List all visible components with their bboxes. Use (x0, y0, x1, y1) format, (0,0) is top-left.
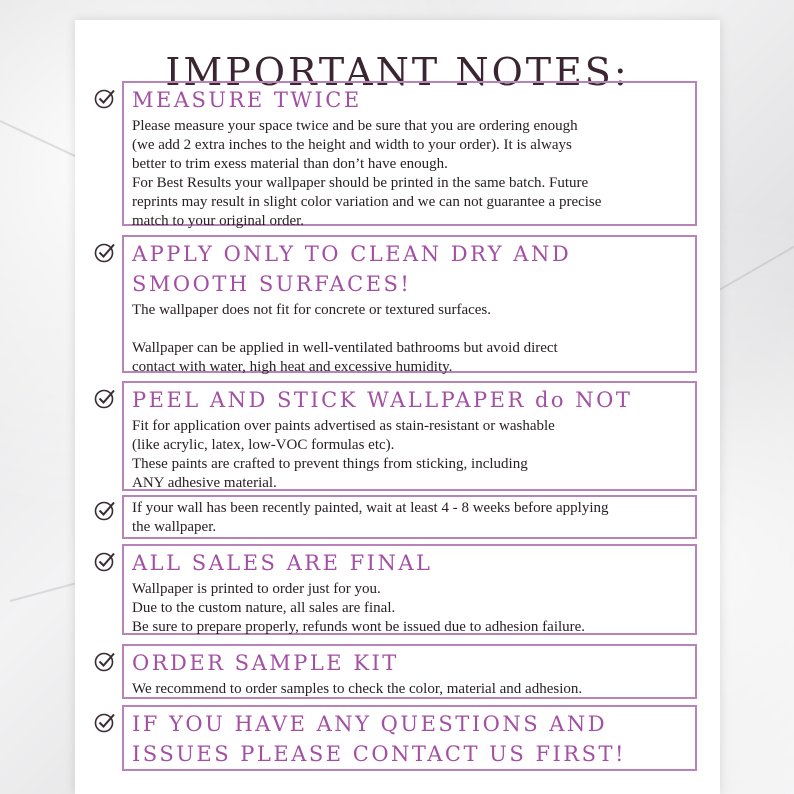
note-sample-kit (122, 644, 697, 699)
note-peel-and-stick (122, 381, 697, 491)
note-title: ISSUES PLEASE CONTACT US FIRST! (132, 742, 626, 766)
note-title: ORDER SAMPLE KIT (132, 651, 399, 675)
note-body (132, 680, 687, 699)
note-line: For Best Results your wallpaper should be printed in the same batch. Future (132, 175, 589, 191)
note-contact-us (122, 705, 697, 771)
note-line: (we add 2 extra inches to the height and width to your order). It is always (132, 137, 572, 153)
checkmark-circle-icon (94, 550, 116, 572)
note-line: Be sure to prepare properly, refunds wont be issued due to adhesion failure. (132, 619, 586, 635)
checkmark-circle-icon (94, 499, 116, 521)
spacer (132, 320, 687, 339)
note-line: The wallpaper does not fit for concrete or textured surfaces. (132, 302, 492, 318)
note-body (132, 499, 687, 537)
note-body (132, 117, 687, 231)
note-line: Please measure your space twice and be sure that you are ordering enough (132, 118, 578, 134)
note-recent-paint (122, 495, 697, 539)
note-line: We recommend to order samples to check the color, material and adhesion. (132, 681, 583, 697)
note-line: Due to the custom nature, all sales are final. (132, 600, 396, 616)
note-line: If your wall has been recently painted, wait at least 4 - 8 weeks before applying (132, 500, 609, 516)
note-title: IF YOU HAVE ANY QUESTIONS AND (132, 712, 608, 736)
note-line: Fit for application over paints advertised as stain-resistant or washable (132, 418, 555, 434)
page-title: IMPORTANT NOTES: (165, 50, 630, 94)
note-line: ANY adhesive material. (132, 475, 277, 491)
note-line: better to trim exess material than don’t have enough. (132, 156, 448, 172)
note-title: MEASURE TWICE (132, 88, 362, 112)
note-sales-final (122, 544, 697, 635)
note-body (132, 580, 687, 637)
note-line: reprints may result in slight color variation and we can not guarantee a precise (132, 194, 602, 210)
note-line: These paints are crafted to prevent things from sticking, including (132, 456, 528, 472)
checkmark-circle-icon (94, 711, 116, 733)
note-line: Wallpaper can be applied in well-ventilated bathrooms but avoid direct (132, 340, 558, 356)
checkmark-circle-icon (94, 241, 116, 263)
checkmark-circle-icon (94, 387, 116, 409)
note-line: contact with water, high heat and excessive humidity. (132, 359, 453, 375)
note-line: Wallpaper is printed to order just for you. (132, 581, 381, 597)
checkmark-circle-icon (94, 650, 116, 672)
note-line: match to your original order. (132, 213, 305, 229)
notes-page (75, 20, 720, 794)
note-line: the wallpaper. (132, 519, 217, 535)
note-title: SMOOTH SURFACES! (132, 272, 412, 296)
checkmark-circle-icon (94, 87, 116, 109)
note-title: APPLY ONLY TO CLEAN DRY AND (132, 242, 572, 266)
note-line: (like acrylic, latex, low-VOC formulas etc). (132, 437, 395, 453)
note-body (132, 417, 687, 493)
note-clean-surfaces (122, 235, 697, 373)
note-body (132, 301, 687, 377)
note-measure-twice (122, 81, 697, 229)
note-title: PEEL AND STICK WALLPAPER do NOT (132, 388, 633, 412)
note-title: ALL SALES ARE FINAL (132, 551, 433, 575)
